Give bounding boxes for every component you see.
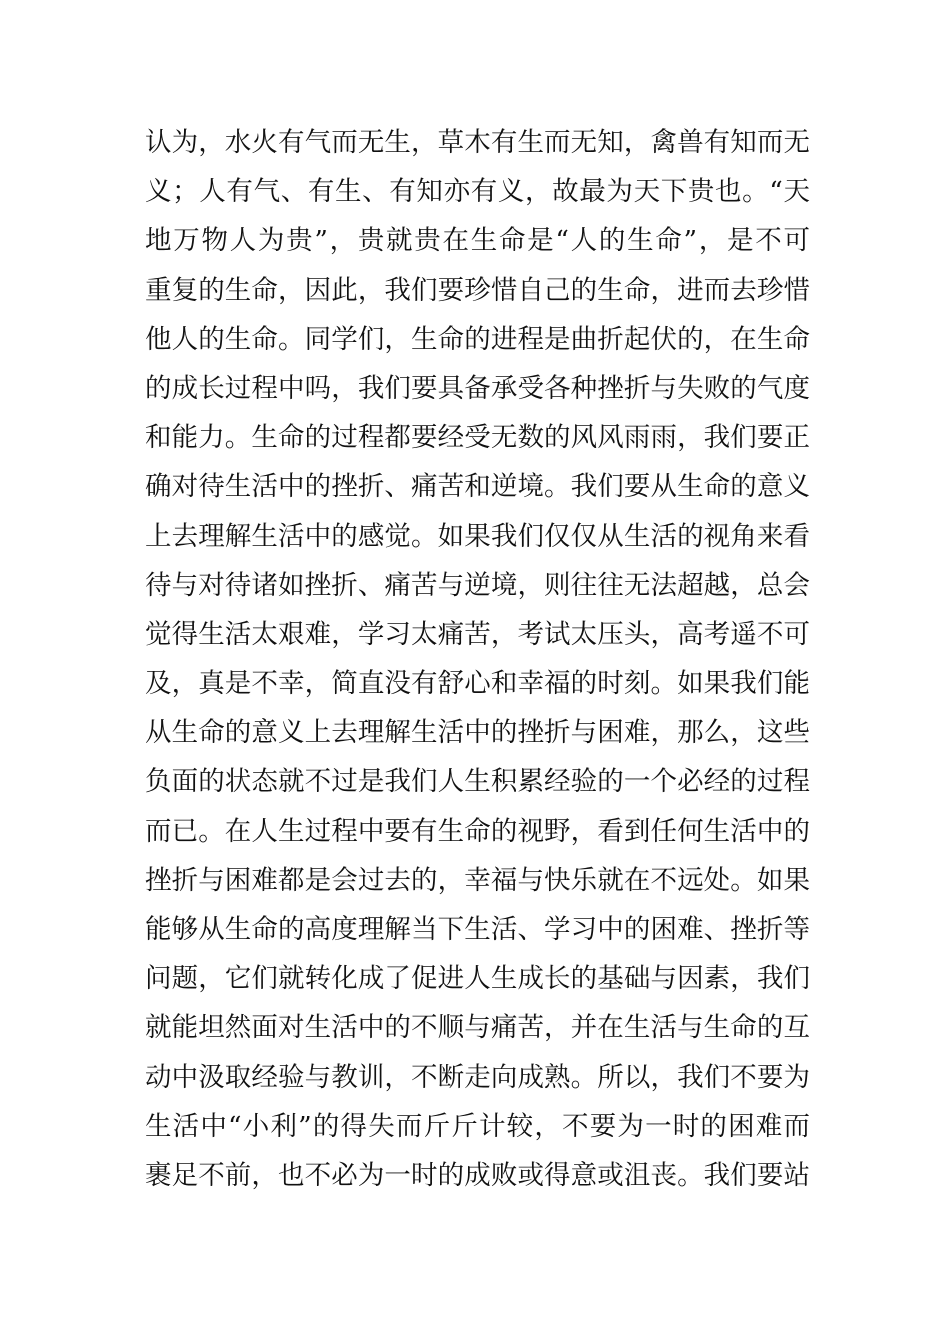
body-paragraph (145, 118, 810, 1200)
text-line: 就能坦然面对生活中的不顺与痛苦，并在生活与生命的互 (145, 1012, 810, 1044)
text-line: 挫折与困难都是会过去的，幸福与快乐就在不远处。如果 (145, 864, 810, 896)
text-line: 觉得生活太艰难，学习太痛苦，考试太压头，高考遥不可 (145, 618, 810, 650)
text-line: 而已。在人生过程中要有生命的视野，看到任何生活中的 (145, 815, 810, 847)
text-line: 确对待生活中的挫折、痛苦和逆境。我们要从生命的意义 (145, 471, 810, 503)
text-line: 从生命的意义上去理解生活中的挫折与困难，那么，这些 (145, 717, 810, 749)
text-line: 和能力。生命的过程都要经受无数的风风雨雨，我们要正 (145, 422, 810, 454)
text-line: 上去理解生活中的感觉。如果我们仅仅从生活的视角来看 (145, 520, 810, 552)
text-line: 认为，水火有气而无生，草木有生而无知，禽兽有知而无 (145, 127, 810, 158)
text-line: 他人的生命。同学们，生命的进程是曲折起伏的，在生命 (145, 323, 810, 355)
text-line: 及，真是不幸，简直没有舒心和幸福的时刻。如果我们能 (145, 668, 810, 700)
text-line: 重复的生命，因此，我们要珍惜自己的生命，进而去珍惜 (145, 274, 810, 306)
text-line: 生活中“小利”的得失而斤斤计较，不要为一时的困难而 (145, 1110, 810, 1142)
text-line: 动中汲取经验与教训，不断走向成熟。所以，我们不要为 (145, 1061, 810, 1093)
text-line: 义；人有气、有生、有知亦有义，故最为天下贵也。“天 (145, 176, 810, 208)
text-line: 负面的状态就不过是我们人生积累经验的一个必经的过程 (145, 766, 810, 798)
text-line: 的成长过程中吗，我们要具备承受各种挫折与失败的气度 (145, 372, 810, 404)
text-line: 能够从生命的高度理解当下生活、学习中的困难、挫折等 (145, 914, 810, 945)
text-line: 裹足不前，也不必为一时的成败或得意或沮丧。我们要站 (145, 1159, 810, 1191)
text-line: 地万物人为贵”，贵就贵在生命是“人的生命”，是不可 (145, 225, 810, 257)
text-line: 待与对待诸如挫折、痛苦与逆境，则往往无法超越，总会 (145, 569, 810, 601)
text-line: 问题，它们就转化成了促进人生成长的基础与因素，我们 (145, 963, 810, 995)
